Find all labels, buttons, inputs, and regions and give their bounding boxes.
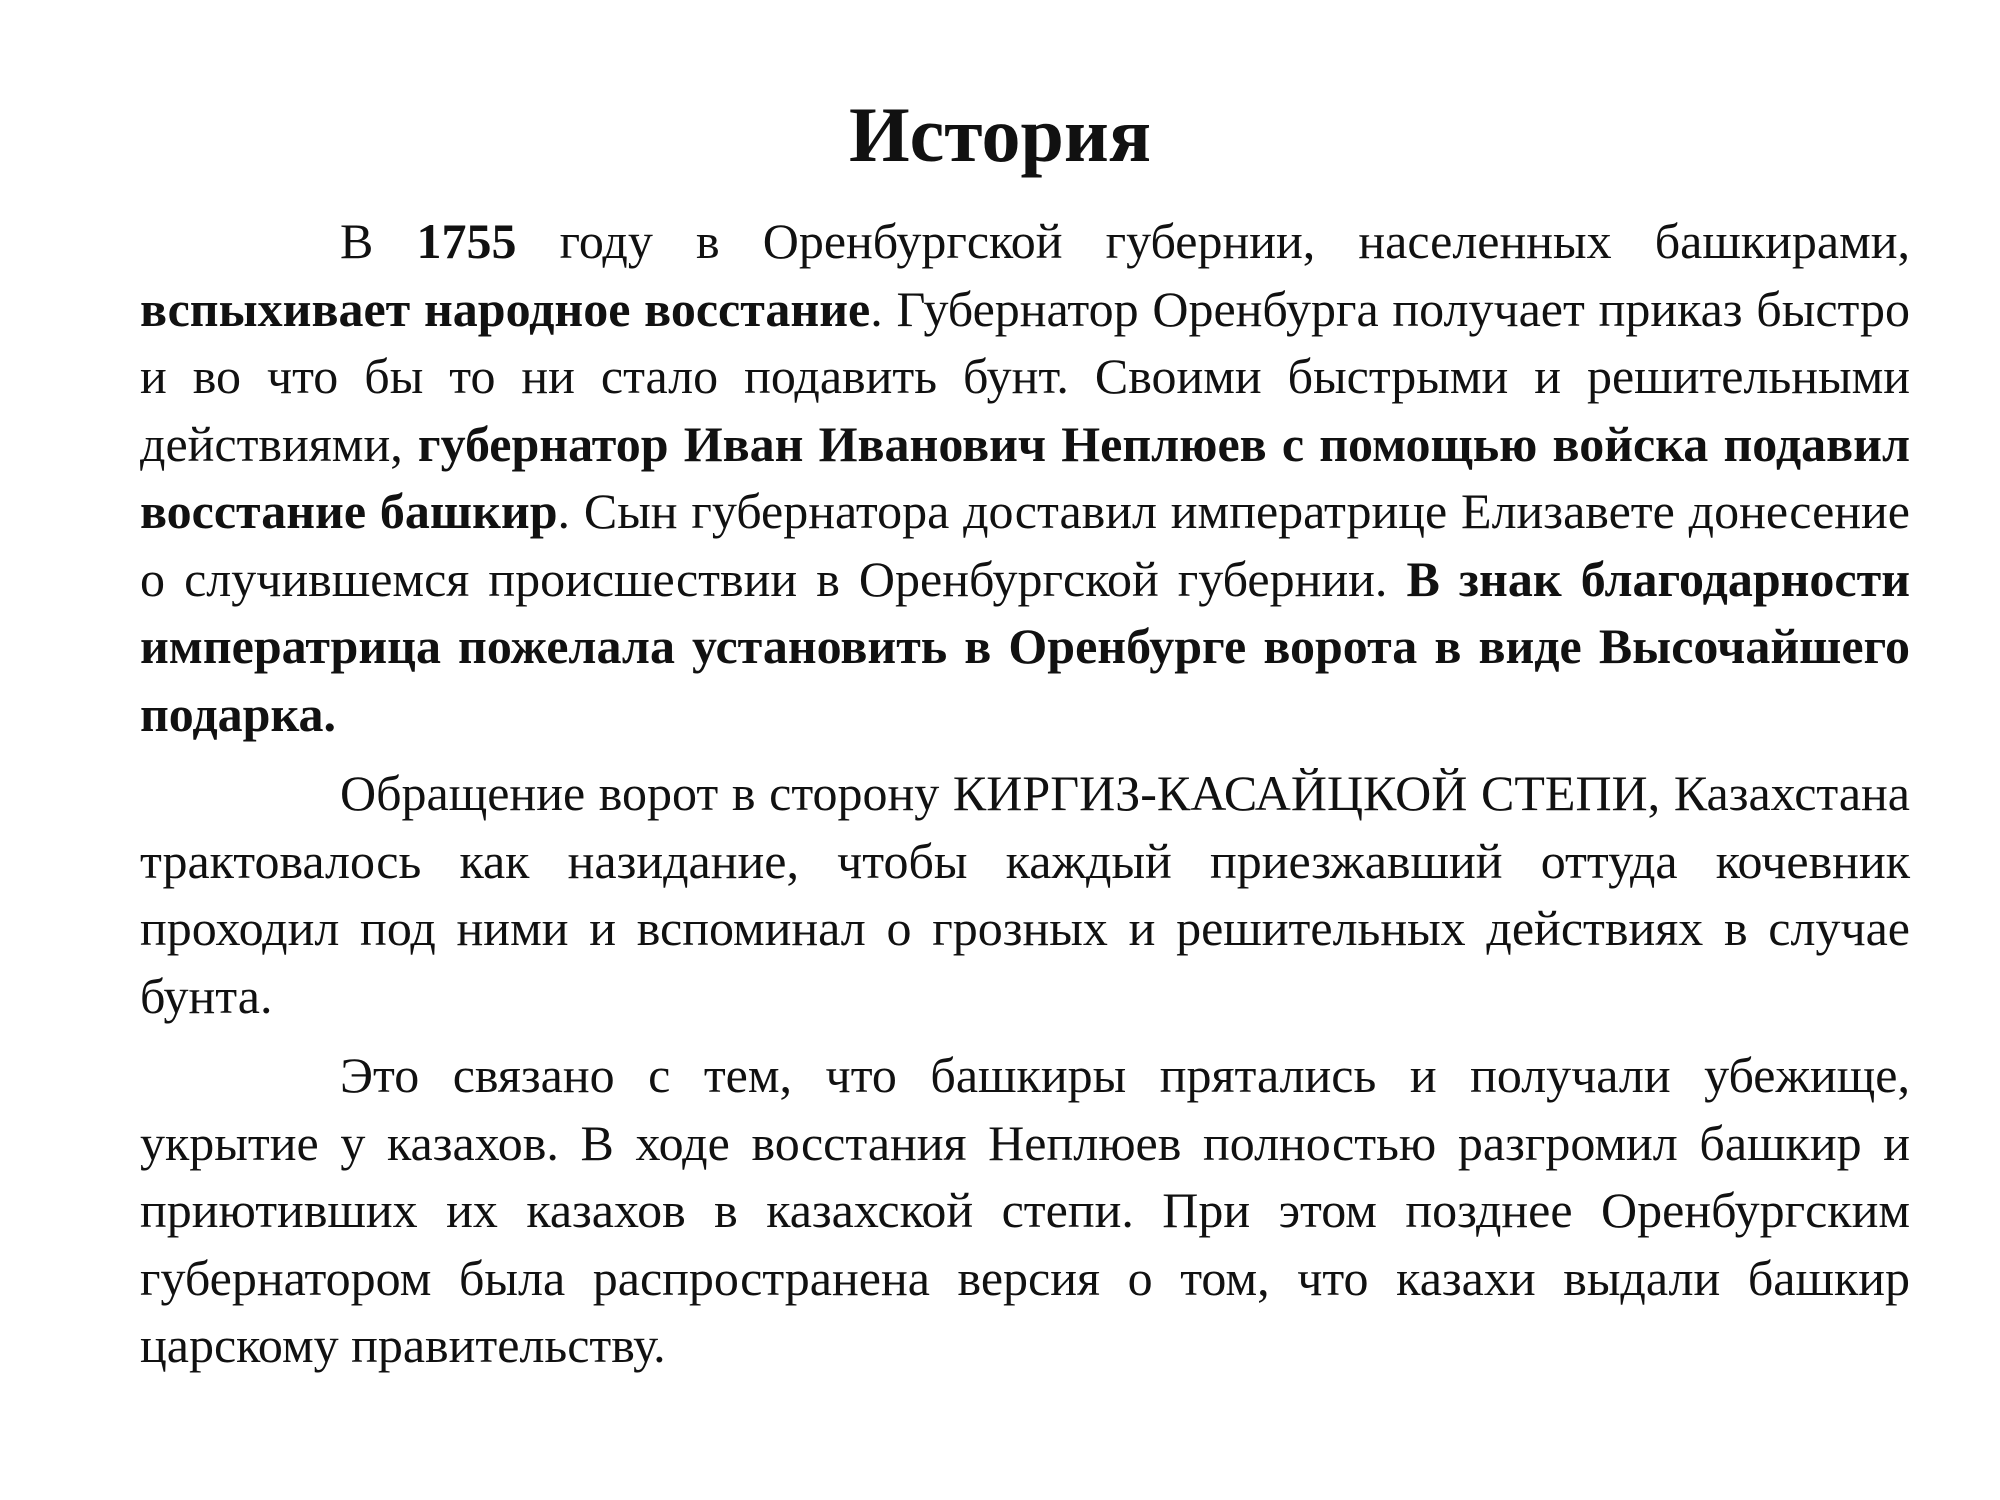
p1-year: 1755	[416, 213, 517, 269]
p1-bold-uprising: вспыхивает народное восстание	[140, 280, 871, 337]
document-body	[140, 208, 1910, 1392]
paragraph-2: Обращение ворот в сторону КИРГИЗ-КАСАЙЦКОЙ СТЕПИ, Казахстана трактовалось как назидание, чтобы каждый приезжавший оттуда кочевник проходил под ними и вспоминал о грозных и решительных действиях в случае бунта.	[140, 765, 1910, 1024]
paragraph-1	[140, 208, 1910, 748]
page-title: История	[848, 91, 1152, 178]
p1-bold-governor: губернатор Иван Иванович Неплюев с помощью войска подавил восстание башкир	[140, 415, 1910, 539]
paragraph-3: Это связано с тем, что башкиры прятались и получали убежище, укрытие у казахов. В ходе восстания Неплюев полностью разгромил башкир и приютивших их казахов в казахской степи. При этом позднее Оренбургским губернатором была распространена версия о том, что казахи выдали башкир царскому правительству.	[140, 1047, 1910, 1373]
p1-text-a: В	[340, 213, 417, 269]
p1-text-b: году в Оренбургской губернии, населенных башкирами,	[516, 213, 1910, 269]
p1-bold-gratitude: В знак благодарности императрица пожелала установить в Оренбурге ворота в виде Высочайшего подарка.	[140, 550, 1910, 742]
p1-text-d: . Сын губернатора доставил императрице Елизавете донесение о случившемся происшествии в Оренбургской губернии.	[140, 483, 1910, 607]
p1-text-c: . Губернатор Оренбурга получает приказ быстро и во что бы то ни стало подавить бунт. Своими быстрыми и решительными действиями,	[140, 280, 1910, 472]
